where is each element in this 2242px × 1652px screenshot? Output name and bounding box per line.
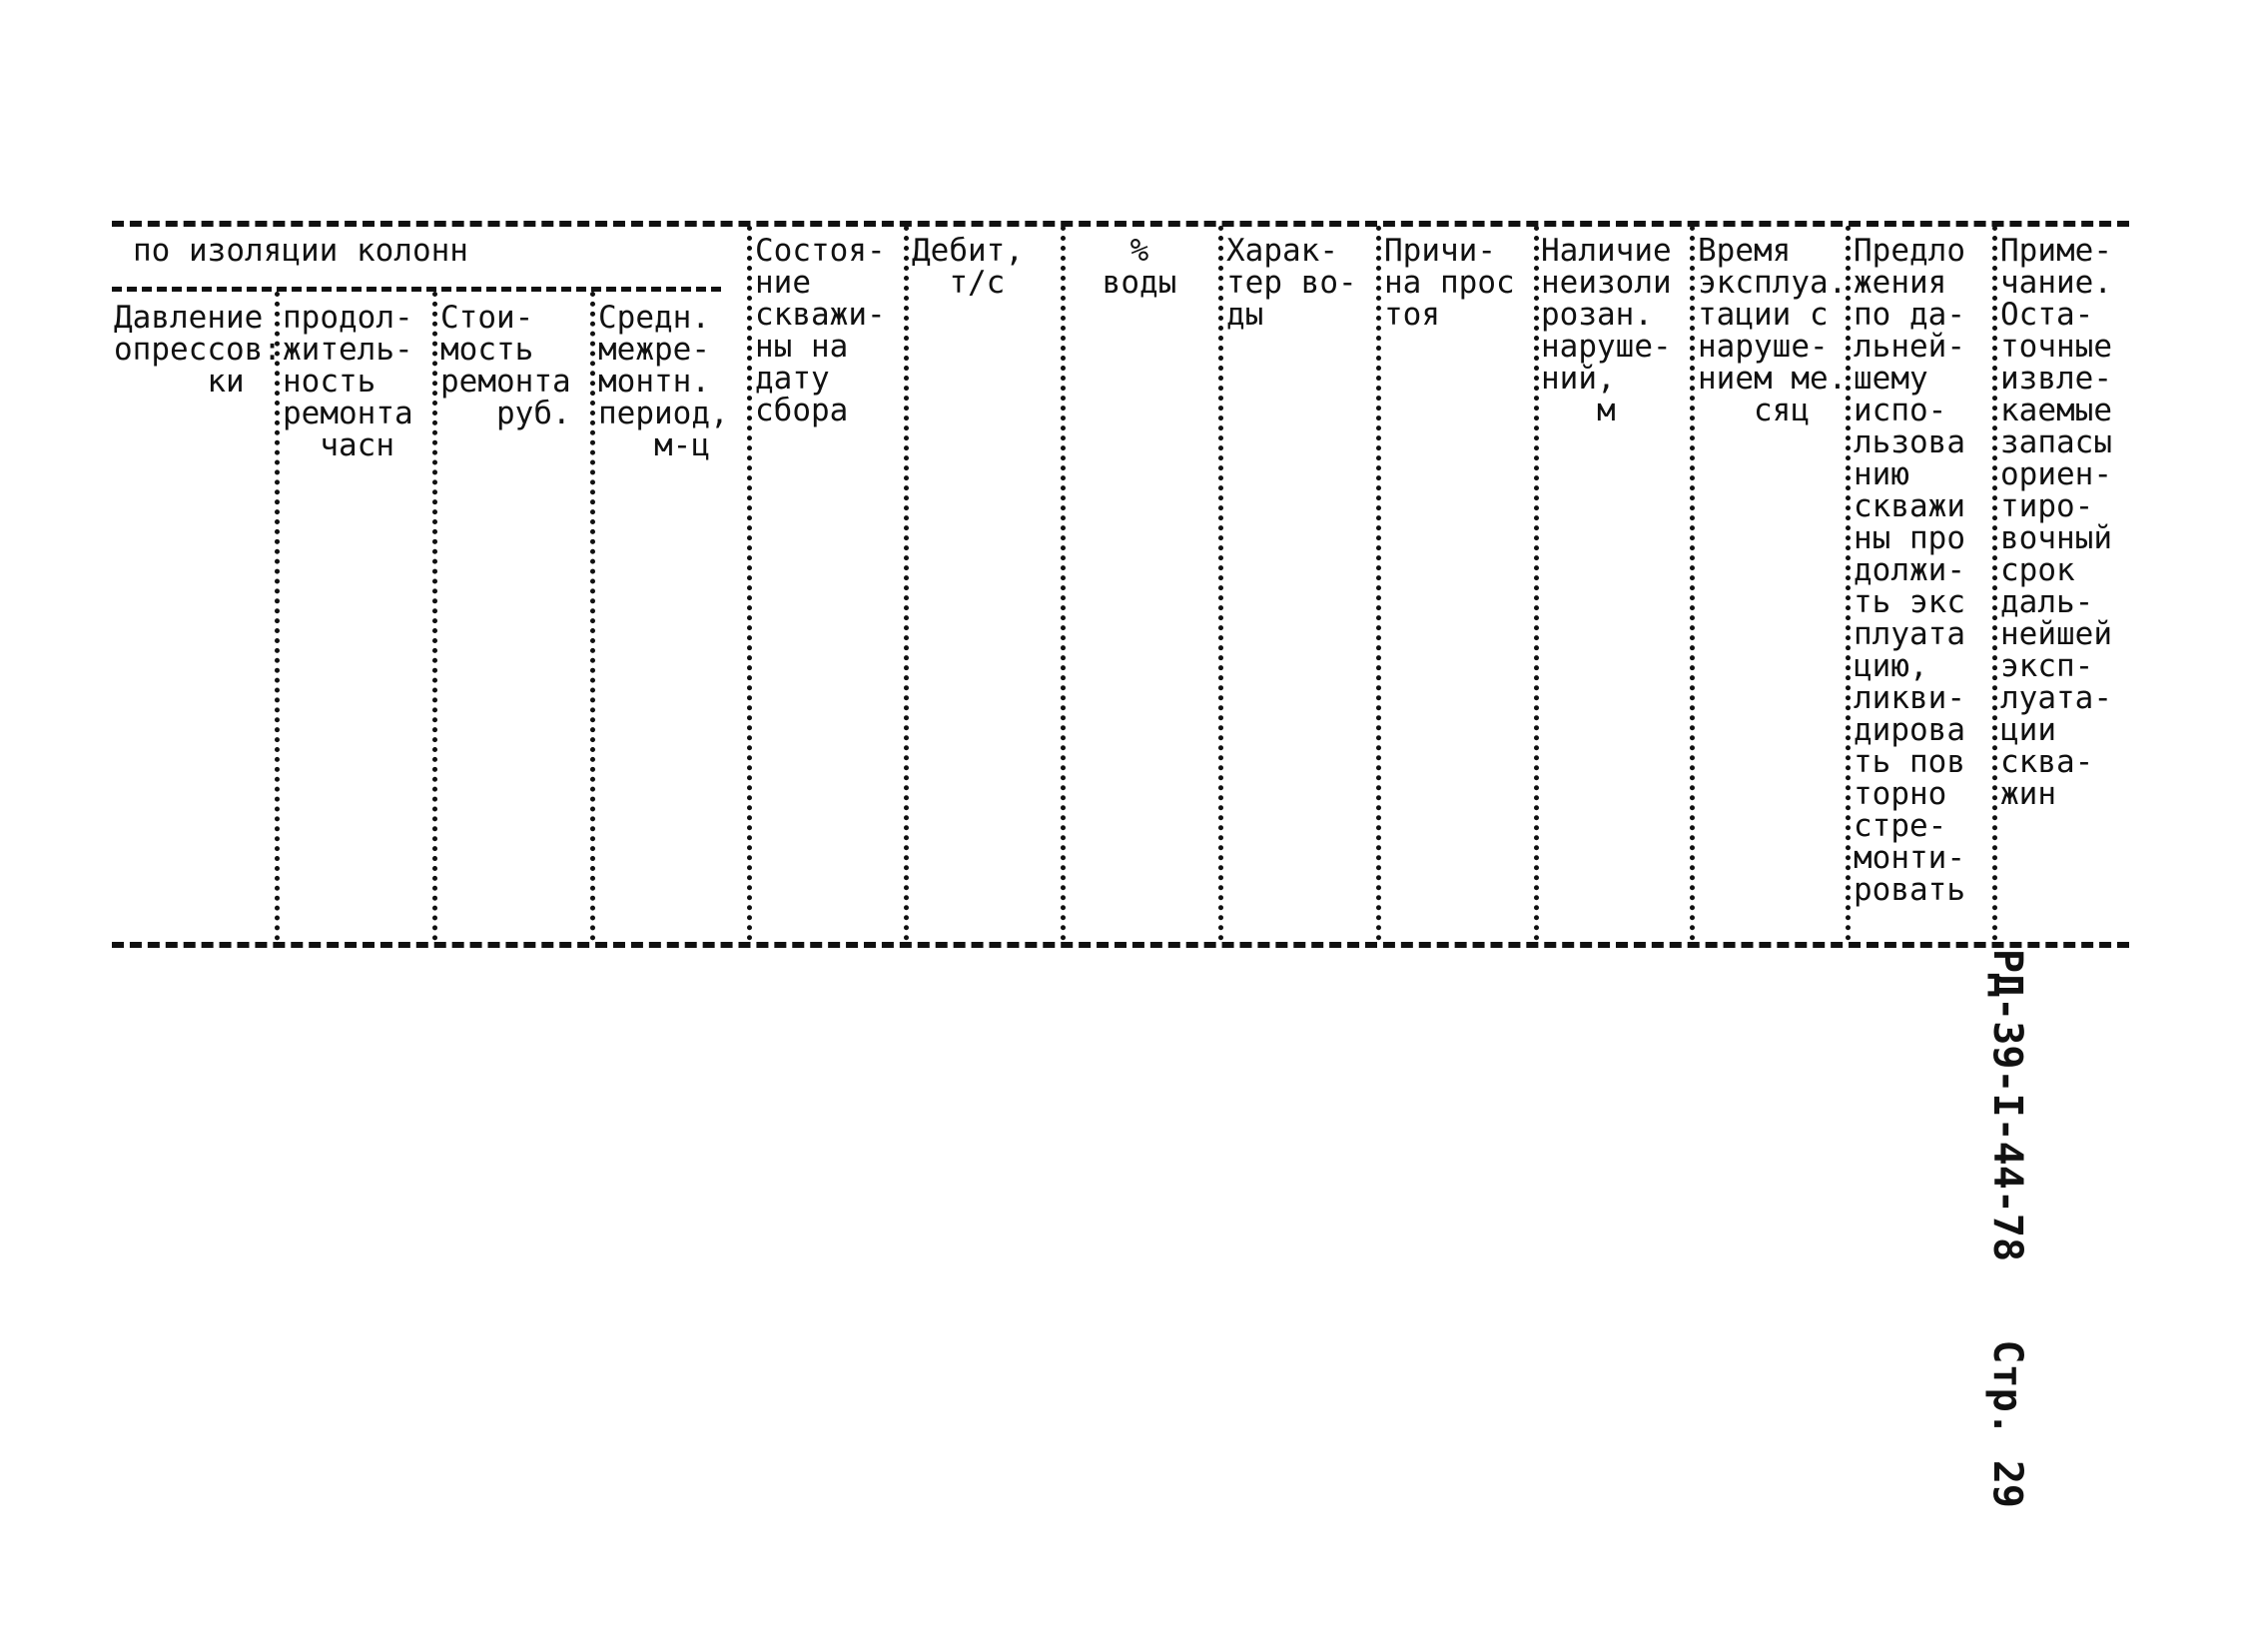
- column-separator: [904, 226, 909, 941]
- column-separator: [1376, 226, 1381, 941]
- column-header-avg-period: Средн. межре- монтн. период, м-ц: [598, 300, 729, 463]
- column-header-state: Состоя- ние скважи- ны на дату сбора: [755, 233, 886, 428]
- page-number: Стр. 29: [1984, 1339, 2030, 1508]
- column-separator: [1061, 226, 1066, 941]
- column-header-operation-time: Время эксплуа. тации с наруше- нием ме. сяц: [1698, 233, 1848, 428]
- column-separator: [432, 292, 437, 941]
- column-header-cost: Стои- мость ремонта руб.: [440, 300, 571, 431]
- group-header-rule: [112, 287, 721, 292]
- table-bottom-rule: [112, 942, 2129, 948]
- column-header-unisolated: Наличие неизоли розан. наруше- ний, м: [1541, 233, 1672, 428]
- column-header-note: Приме- чание. Оста- точные извле- каемые запасы ориен- тиро- вочный срок даль- нейшей эксп- луата- ции сква- жин: [2000, 233, 2112, 812]
- group-header-isolation: по изоляции колонн: [133, 233, 468, 269]
- column-header-debit: Дебит, т/с: [912, 233, 1024, 301]
- column-header-proposals: Предло жения по да- льней- шему испо- льзова нию скважи ны про должи- ть экс плуата цию, ликви- дирова ть пов торно стре- монти- ровать: [1854, 233, 1965, 908]
- column-header-idle-reason: Причи- на прос тоя: [1384, 233, 1515, 333]
- column-header-water-pct: % воды: [1102, 233, 1177, 301]
- column-separator: [1992, 226, 1997, 941]
- table-top-rule: [112, 221, 2129, 227]
- column-separator: [747, 226, 752, 941]
- column-separator: [1690, 226, 1695, 941]
- column-header-duration: продол- житель- ность ремонта часн: [283, 300, 413, 463]
- column-header-water-type: Харак- тер во- ды: [1226, 233, 1357, 333]
- column-separator: [1534, 226, 1539, 941]
- column-separator: [1218, 226, 1223, 941]
- document-code: РД-39-I-44-78: [1984, 949, 2030, 1262]
- column-separator: [590, 292, 595, 941]
- column-header-pressure: Давление опрессов: ки: [114, 300, 282, 400]
- document-side-label: [1977, 949, 2037, 1508]
